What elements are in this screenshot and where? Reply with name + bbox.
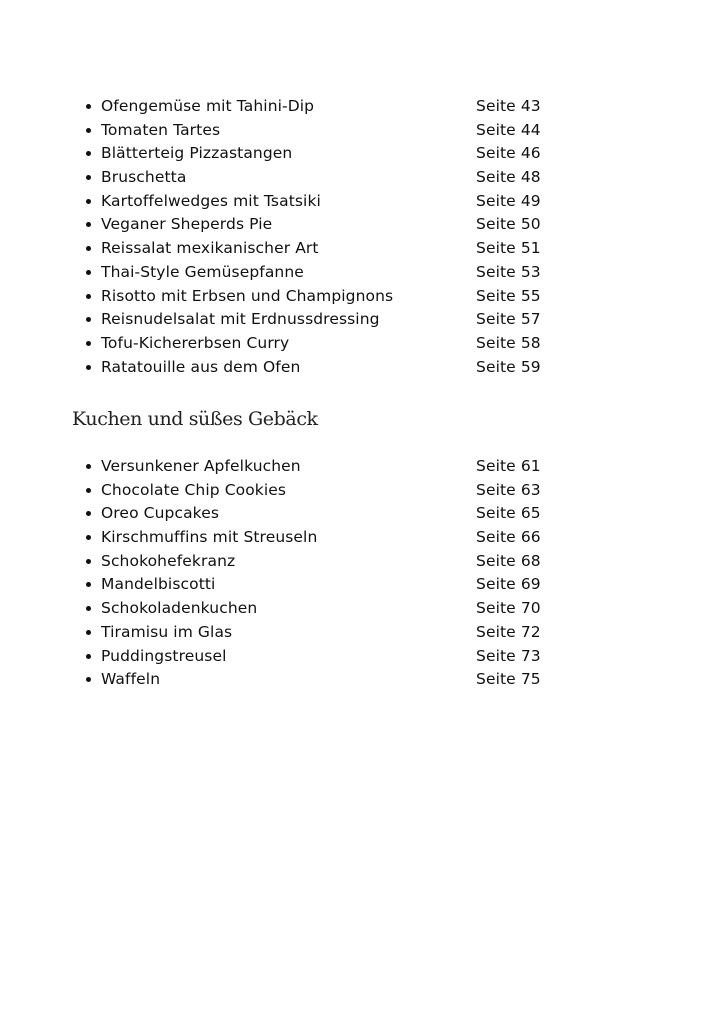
toc-item-title: Tiramisu im Glas [101,622,233,641]
toc-list-cakes [86,455,556,692]
bullet-icon [86,488,91,493]
toc-item-page: Seite 61 [476,457,541,475]
toc-item [86,308,556,332]
toc-item [86,455,556,479]
bullet-icon [86,582,91,587]
bullet-icon [86,104,91,109]
toc-item-page: Seite 72 [476,622,541,641]
toc-item-title: Ratatouille aus dem Ofen [101,357,301,376]
toc-item-title: Mandelbiscotti [101,575,216,594]
bullet-icon [86,511,91,516]
toc-item-page: Seite 66 [476,528,541,547]
bullet-icon [86,222,91,227]
toc-item-page: Seite 57 [476,310,541,329]
toc-item-page: Seite 48 [476,168,541,187]
toc-item-title: Ofengemüse mit Tahini-Dip [101,97,315,115]
toc-item [86,479,556,503]
toc-item [86,95,556,119]
toc-item [86,119,556,143]
toc-item-page: Seite 73 [476,646,541,665]
toc-item-title: Waffeln [101,670,161,689]
toc-item-page: Seite 50 [476,215,541,234]
toc-item-page: Seite 55 [476,286,541,305]
bullet-icon [86,654,91,659]
toc-item [86,285,556,309]
toc-item [86,261,556,285]
toc-item-title: Puddingstreusel [101,646,227,665]
bullet-icon [86,365,91,370]
bullet-icon [86,677,91,682]
toc-item [86,502,556,526]
toc-item-page: Seite 69 [476,575,541,594]
toc-item [86,332,556,356]
toc-item [86,213,556,237]
bullet-icon [86,317,91,322]
bullet-icon [86,294,91,299]
bullet-icon [86,246,91,251]
toc-item-page: Seite 46 [476,144,541,163]
toc-item [86,621,556,645]
toc-item-title: Versunkener Apfelkuchen [101,457,301,475]
toc-item-page: Seite 68 [476,551,541,570]
toc-item [86,237,556,261]
toc-item [86,356,556,380]
toc-item-page: Seite 65 [476,504,541,523]
bullet-icon [86,151,91,156]
bullet-icon [86,175,91,180]
toc-item-page: Seite 70 [476,599,541,618]
toc-item-title: Tomaten Tartes [101,120,221,139]
toc-item-title: Kirschmuffins mit Streuseln [101,528,318,547]
toc-item-page: Seite 75 [476,670,541,689]
bullet-icon [86,630,91,635]
toc-item-title: Blätterteig Pizzastangen [101,144,293,163]
bullet-icon [86,559,91,564]
toc-item-title: Chocolate Chip Cookies [101,480,287,499]
toc-item-page: Seite 63 [476,480,541,499]
toc-item-page: Seite 58 [476,333,541,352]
toc-item [86,645,556,669]
bullet-icon [86,606,91,611]
toc-item-title: Reissalat mexikanischer Art [101,239,319,258]
bullet-icon [86,270,91,275]
toc-item-title: Schokoladenkuchen [101,599,258,618]
bullet-icon [86,464,91,469]
toc-item-page: Seite 53 [476,262,541,281]
toc-item [86,190,556,214]
toc-item [86,550,556,574]
toc-item-title: Thai-Style Gemüsepfanne [101,262,304,281]
toc-item-title: Tofu-Kichererbsen Curry [101,333,290,352]
toc-item-title: Risotto mit Erbsen und Champignons [101,286,394,305]
toc-item-title: Kartoffelwedges mit Tsatsiki [101,191,321,210]
toc-item-page: Seite 51 [476,239,541,258]
toc-item [86,573,556,597]
toc-list-main-dishes [86,95,556,379]
toc-item-page: Seite 44 [476,120,541,139]
toc-item [86,526,556,550]
bullet-icon [86,341,91,346]
toc-item [86,668,556,692]
section-heading-cakes: Kuchen und süßes Gebäck [72,408,318,430]
toc-item-title: Schokohefekranz [101,551,236,570]
toc-item-page: Seite 49 [476,191,541,210]
toc-item-title: Bruschetta [101,168,187,187]
toc-item-title: Veganer Sheperds Pie [101,215,273,234]
toc-item-title: Reisnudelsalat mit Erdnussdressing [101,310,380,329]
toc-item [86,166,556,190]
toc-item [86,142,556,166]
toc-item [86,597,556,621]
bullet-icon [86,535,91,540]
bullet-icon [86,128,91,133]
bullet-icon [86,199,91,204]
toc-item-page: Seite 59 [476,357,541,376]
toc-item-title: Oreo Cupcakes [101,504,220,523]
toc-item-page: Seite 43 [476,97,541,115]
